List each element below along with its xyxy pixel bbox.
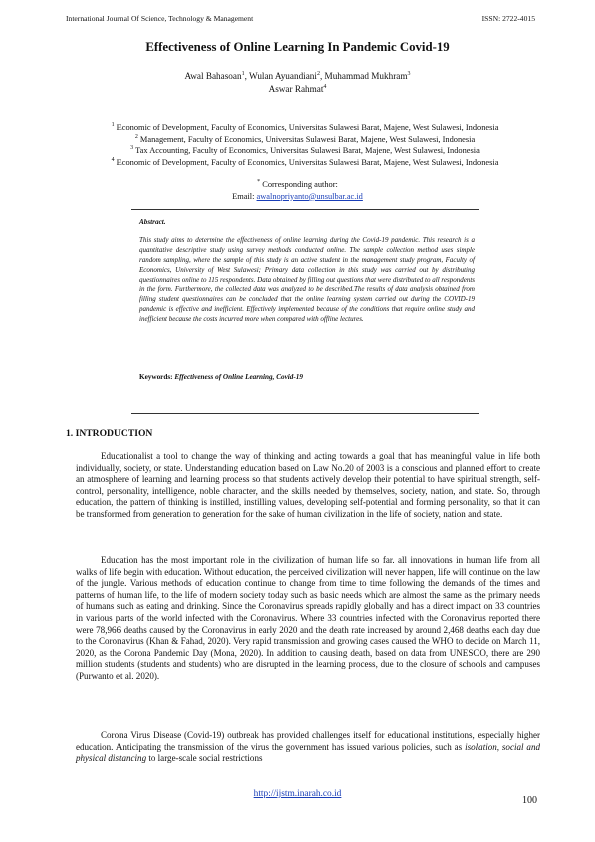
correspondence	[0, 179, 595, 202]
section-heading: 1. INTRODUCTION	[66, 428, 153, 439]
corresponding-marker: *	[257, 179, 261, 186]
affiliation-text: Tax Accounting, Faculty of Economics, Universitas Sulawesi Barat, Majene, West Sulawesi, Indonesia	[135, 146, 480, 156]
keywords-label: Keywords:	[139, 373, 173, 381]
author-sup: 4	[323, 83, 327, 90]
page-number: 100	[522, 795, 537, 806]
affiliation	[0, 157, 595, 169]
affiliation-text: Economic of Development, Faculty of Economics, Universitas Sulawesi Barat, Majene, West Sulawesi, Indonesia	[116, 157, 499, 167]
affiliation	[0, 122, 595, 134]
author-sup: 2	[316, 70, 320, 77]
paragraph-text-part: to large-scale social restrictions	[146, 753, 263, 764]
author-sup: 3	[407, 70, 411, 77]
affiliation	[0, 145, 595, 157]
footer-url	[0, 789, 595, 799]
paragraph-text: Educationalist a tool to change the way of thinking and acting towards a goal that has meaningful value in life both individually, society, or state. Understanding education based on Law No.20 of 2003 is a conscious and planned effort to create an atmosphere of learning and learning process so that students actively develop their potential to have spiritual strength, self-control, personality, intelligence, noble character, and the skills needed by themselves, society, nation, and state. So, through education, the pattern of thinking is instilled, instilling values, developing self-potential and forming personality, so that it can be transformed from generation to generation for the sake of human civilization in the life of society, nation and state.	[76, 451, 540, 519]
abstract-bottom-rule	[131, 413, 479, 414]
issn: ISSN: 2722-4015	[481, 14, 535, 23]
body-paragraph	[76, 730, 540, 765]
affiliation-sup: 3	[130, 145, 134, 152]
journal-url-link[interactable]: http://ijstm.inarah.co.id	[253, 789, 342, 799]
corresponding-author	[0, 179, 595, 191]
affiliation	[0, 134, 595, 146]
email-link[interactable]: awalnopriyanto@unsulbar.ac.id	[256, 191, 363, 201]
author-line-1: Awal Bahasoan$^1$, Wulan Ayuandiani$^2$, Muhammad Mukhram$^3$	[184, 70, 411, 81]
abstract-top-rule	[131, 209, 479, 210]
abstract-heading: Abstract.	[139, 218, 166, 226]
affiliation-text: Management, Faculty of Economics, Universitas Sulawesi Barat, Majene, West Sulawesi, Indonesia	[139, 134, 476, 144]
author-sup: 1	[241, 70, 245, 77]
author-line-2	[0, 83, 595, 96]
paragraph-text	[76, 730, 540, 765]
author-name: Wulan Ayuandiani	[249, 71, 317, 81]
affiliation-text: Economic of Development, Faculty of Economics, Universitas Sulawesi Barat, Majene, West Sulawesi, Indonesia	[116, 123, 499, 132]
affiliation-sup: 4	[111, 156, 115, 163]
affiliation-sup: 1	[111, 122, 115, 129]
affiliation-list	[0, 122, 595, 168]
email-label: Email:	[232, 191, 257, 201]
author-list	[0, 70, 595, 96]
body-paragraph	[76, 451, 540, 521]
keywords	[139, 373, 303, 381]
author-name: Muhammad Mukhram	[324, 71, 408, 81]
affiliation-sup: 2	[134, 133, 138, 140]
abstract-text: This study aims to determine the effectiveness of online learning during the Covid-19 pandemic. This research is a quantitative descriptive study using survey methods conducted online. The sample collection method uses simple random sampling, where the sample of this study is an active student in the management study program, Faculty of Economics, University of West Sulawesi; Primary data collection in this study was carried out by distributing questionnaires online to 115 respondents. Data obtained by filling out questions that were distributed to all respondents in the form. Furthermore, the collected data was analyzed to be described.The results of data analysis obtained from filling student questionnaires can be concluded that the online learning system carried out during the COVID-19 pandemic is effective and inefficient. Effectively implemented because of the conditions that require online study and inefficient because the costs incurred more when compared with offline lectures.	[139, 235, 475, 324]
abstract	[139, 218, 475, 325]
corresponding-label: Corresponding author:	[262, 180, 338, 189]
paragraph-text-part: Corona Virus Disease (Covid-19) outbreak has provided challenges itself for educational institutions, especially higher education. Anticipating the transmission of the virus the government has issued various policies, such as	[76, 730, 540, 752]
journal-name: International Journal Of Science, Technology & Management	[66, 14, 254, 23]
paper-title: Effectiveness of Online Learning In Pandemic Covid-19	[145, 40, 450, 54]
paragraph-text: Education has the most important role in the civilization of human life so far. all innovations in human life from all walks of life begin with education. Without education, the perceived civilization will never happen, life will continue on the law of the jungle. Various methods of education continue to change from time to time following the demands of the times and patterns of human life, to the life of modern society today such as basic needs which are almost the same as the primary needs of humans such as eating and drinking. Since the Coronavirus spreads rapidly globally and has a direct impact on 33 countries in various parts of the world infected with the Coronavirus. Where 33 countries infected with the Coronavirus reported there were 78,966 deaths caused by the Coronavirus in early 2020 and the death rate increased by around 2,468 deaths each day due to the Coronavirus (Khan & Fahad, 2020). Very rapid transmission and growing cases caused the WHO to decide on March 11, 2020, as the Corona Pandemic Day (Mona, 2020). In addition to causing death, based on data from UNESCO, there are 290 million students (students and students) who are disrupted in the learning process, due to the closure of schools and campuses (Purwanto et al. 2020).	[76, 555, 540, 681]
author-name: Aswar Rahmat	[268, 84, 324, 94]
keywords-value: Effectiveness of Online Learning, Covid-19	[174, 373, 303, 381]
email-line	[0, 191, 595, 203]
paragraph-emphasis: isolation, social and physical distancing	[76, 741, 540, 764]
body-paragraph	[76, 555, 540, 683]
author-name: Awal Bahasoan	[184, 71, 242, 81]
